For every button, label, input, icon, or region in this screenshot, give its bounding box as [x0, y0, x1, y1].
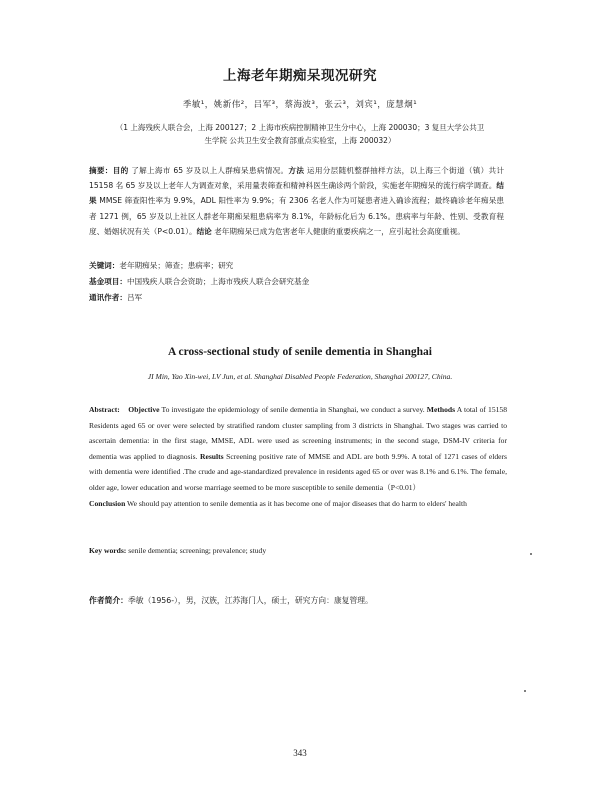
result-cn-text: MMSE 筛查阳性率为 9.9%，ADL 阳性率为 9.9%；有 2306 名老人作为可疑患者进入确诊流程；最终确诊老年痴呆患者 1271 例，65 岁及以上社区人群老年期痴呆粗患病率为 8.1%，年龄标化后为 6.1%。患病率与年龄、性别、受教育程度、婚姻状况有关（P<0.01）。: [89, 196, 505, 236]
objective-cn-text: 了解上海市 65 岁及以上人群痴呆患病情况。: [128, 166, 289, 175]
objective-en-text: To investigate the epidemiology of senile dementia in Shanghai, we conduct a survey.: [159, 405, 425, 414]
corr-text: 吕军: [126, 293, 143, 302]
bio-text: 季敏（1956-），男，汉族，江苏海门人，硕士，研究方向：康复管理。: [127, 596, 373, 605]
fund-text: 中国残疾人联合会资助；上海市残疾人联合会研究基金: [126, 277, 310, 286]
keywords-en: [89, 544, 507, 558]
abstract-cn-label: 摘要：: [89, 166, 113, 175]
affiliation-line-1: （1 上海残疾人联合会，上海 200127；2 上海市疾病控制精神卫生分中心，上海 200030；3 复旦大学公共卫: [115, 123, 485, 132]
abstract-cn: [89, 163, 504, 239]
abstract-en: [89, 402, 507, 511]
conclusion-cn-label: 结论: [196, 226, 212, 236]
conclusion-cn-text: 老年期痴呆已成为危害老年人健康的重要疾病之一，应引起社会高度重视。: [211, 226, 465, 236]
keywords-cn-text: 老年期痴呆；筛查；患病率；研究: [119, 261, 234, 270]
method-cn-label: 方法: [288, 166, 305, 175]
affiliation-cn: [110, 121, 490, 147]
paper-title-cn: 上海老年期痴呆现况研究: [223, 68, 377, 84]
corresponding-author: [89, 291, 504, 305]
keywords-cn: [89, 259, 504, 273]
bio-label: 作者简介：: [89, 596, 128, 605]
abstract-en-label: Abstract:: [89, 405, 120, 414]
conclusion-en-text: We should pay attention to senile dementia as it has become one of major diseases that do harm to elders' health: [125, 498, 467, 508]
fund-label: 基金项目：: [89, 277, 127, 286]
objective-en-label: Objective: [128, 405, 160, 414]
objective-cn-label: 目的: [112, 166, 129, 175]
keywords-en-text: senile dementia; screening; prevalence; study: [126, 546, 267, 555]
author-list-en: JI Min, Yao Xin-wei, LV Jun, et al. Shanghai Disabled People Federation, Shanghai 200127, China.: [147, 372, 453, 381]
fund-project: [89, 275, 504, 289]
result-cn-label: 结果: [89, 181, 504, 206]
author-bio: [89, 594, 507, 608]
method-cn-text: 运用分层随机整群抽样方法，以上海三个街道（镇）共计 15158 名 65 岁及以上老年人为调查对象，采用量表筛查和精神科医生确诊两个阶段，实施老年期痴呆的流行病学调查。: [89, 166, 505, 191]
keywords-cn-label: 关键词：: [89, 261, 120, 270]
methods-en-text: A total of 15158 Residents aged 65 or over were selected by stratified random cluster sampling from 3 districts in Shanghai. Two stages was carried to ascertain dementia: in the first stage, MMSE, ADL were used as screening instruments; in the second stage, DSM-IV criteria for dementia was applied to diagnosis.: [89, 405, 508, 461]
keywords-en-label: Key words:: [89, 546, 127, 555]
corr-label: 通讯作者：: [89, 293, 127, 302]
conclusion-en-label: Conclusion: [89, 498, 126, 508]
paper-title-en: A cross-sectional study of senile dementia in Shanghai: [168, 346, 432, 358]
affiliation-line-2: 生学院 公共卫生安全教育部重点实验室，上海 200032）: [204, 136, 396, 145]
methods-en-label: Methods: [426, 405, 456, 414]
scan-speck: [530, 553, 532, 555]
author-list-cn: 季敏¹，姚新伟²，吕军³，蔡海波³，张云³，刘宾¹，庞慧炯¹: [182, 100, 418, 110]
page-number: 343: [293, 748, 307, 758]
results-en-text: Screening positive rate of MMSE and ADL are both 9.9%. A total of 1271 cases of elders with dementia were identified .The crude and age-standardized prevalence in residents aged 65 or over was 8.1% and 6.1%. The female, older age, lower education and worse marriage seemed to be more susceptible to senile dementia（P<0.01）: [89, 451, 507, 492]
scan-speck: [524, 690, 526, 692]
results-en-label: Results: [199, 451, 224, 461]
